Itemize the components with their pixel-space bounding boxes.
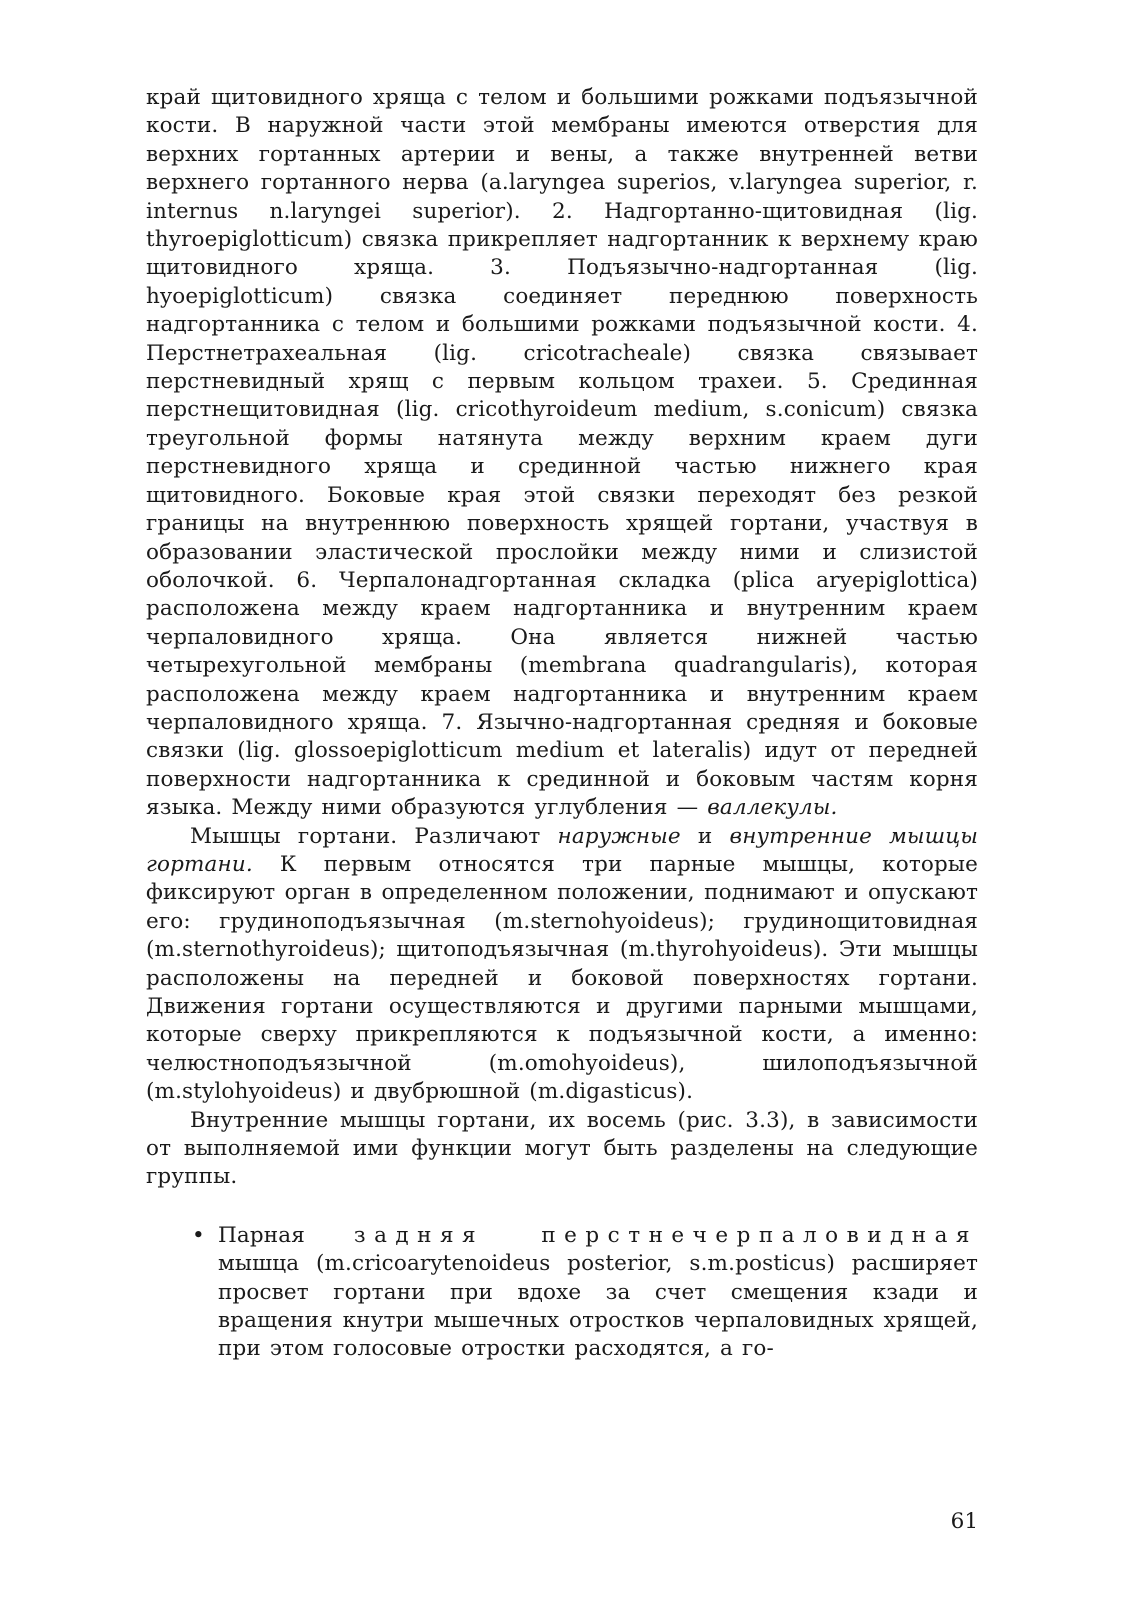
paragraph-ligaments-text: край щитовидного хряща с телом и большими рожками подъязычной кости. В наружной части этой мембраны имеются отверстия для верхних гортанных артерии и вены, а также внутренней ветви верхнего гортанного нерва (a.laryngea superios, v.laryngea superior, r. internus n.laryngei superior). 2. Надгортанно-щитовидная (lig. thyroepiglotticum) связка прикрепляет надгортанник к верхнему краю щитовидного хряща. 3. Подъязычно-надгортанная (lig. hyoepiglotticum) связка соединяет переднюю поверхность надгортанника с телом и большими рожками подъязычной кости. 4. Перстнетрахеальная (lig. cricotracheale) связка связывает перстневидный хрящ с первым кольцом трахеи. 5. Срединная перстнещитовидная (lig. cricothyroideum medium, s.conicum) связка треугольной формы натянута между верхним краем дуги перстневидного хряща и срединной частью нижнего края щитовидного. Боковые края этой связки переходят без резкой границы на внутреннюю поверхность хрящей гортани, участвуя в образовании эластической прослойки между ними и слизистой оболочкой. 6. Черпалонадгортанная складка (plica aryepiglottica) расположена между краем надгортанника и внутренним краем черпаловидного хряща. Она является нижней частью четырехугольной мембраны (membrana quadrangularis), которая расположена между краем надгортанника и внутренним краем черпаловидного хряща. 7. Язычно-надгортанная средняя и боковые связки (lig. glossoepiglotticum medium et lateralis) идут от передней поверхности надгортанника к срединной и боковым частям корня языка. Между ними образуются углубления — [146, 85, 978, 821]
bullet-rest-text: мышца (m.cricoarytenoideus posterior, s.m.posticus) расширяет просвет гортани при вдохе за счет смещения кзади и вращения кнутри мышечных отростков черпаловидных хрящей, при этом голосовые отростки расходятся, а го- [218, 1251, 978, 1362]
paragraph-ligaments [146, 84, 978, 823]
bullet-spaced-term: задняя перстнечерпаловидная [353, 1222, 978, 1248]
section-lead-text: Мышцы гортани. Различают [190, 823, 541, 849]
page-content [146, 84, 978, 1364]
muscle-group-list [146, 1222, 978, 1364]
paragraph-internal-muscles [146, 1107, 978, 1192]
term-external: наружные [557, 823, 681, 849]
internal-muscles-text: Внутренние мышцы гортани, их восемь (рис. 3.3), в зависимости от выполняемой ими функции могут быть разделены на следующие группы. [146, 1107, 978, 1190]
paragraph-gap [146, 1192, 978, 1222]
page-number: 61 [950, 1509, 978, 1534]
conjunction-text: и [697, 823, 713, 849]
bullet-marker: • [192, 1222, 205, 1248]
paragraph-external-muscles [146, 823, 978, 1107]
term-vallecula: валлекулы. [707, 795, 838, 821]
list-item [146, 1222, 978, 1364]
term-internal-muscles: внутренние мышцы гортани. [146, 823, 979, 877]
external-muscles-text: К первым относятся три парные мышцы, которые фиксируют орган в определенном положении, поднимают и опускают его: грудиноподъязычная (m.sternohyoideus); грудинощитовидная (m.sternothyroideus); щитоподъязычная (m.thyrohyoideus). Эти мышцы расположены на передней и боковой поверхностях гортани. Движения гортани осуществляются и другими парными мышцами, которые сверху прикрепляются к подъязычной кости, а именно: челюстноподъязычной (m.omohyoideus), шилоподъязычной (m.stylohyoideus) и двубрюшной (m.digasticus). [146, 851, 978, 1105]
bullet-lead-text: Парная [218, 1222, 305, 1248]
